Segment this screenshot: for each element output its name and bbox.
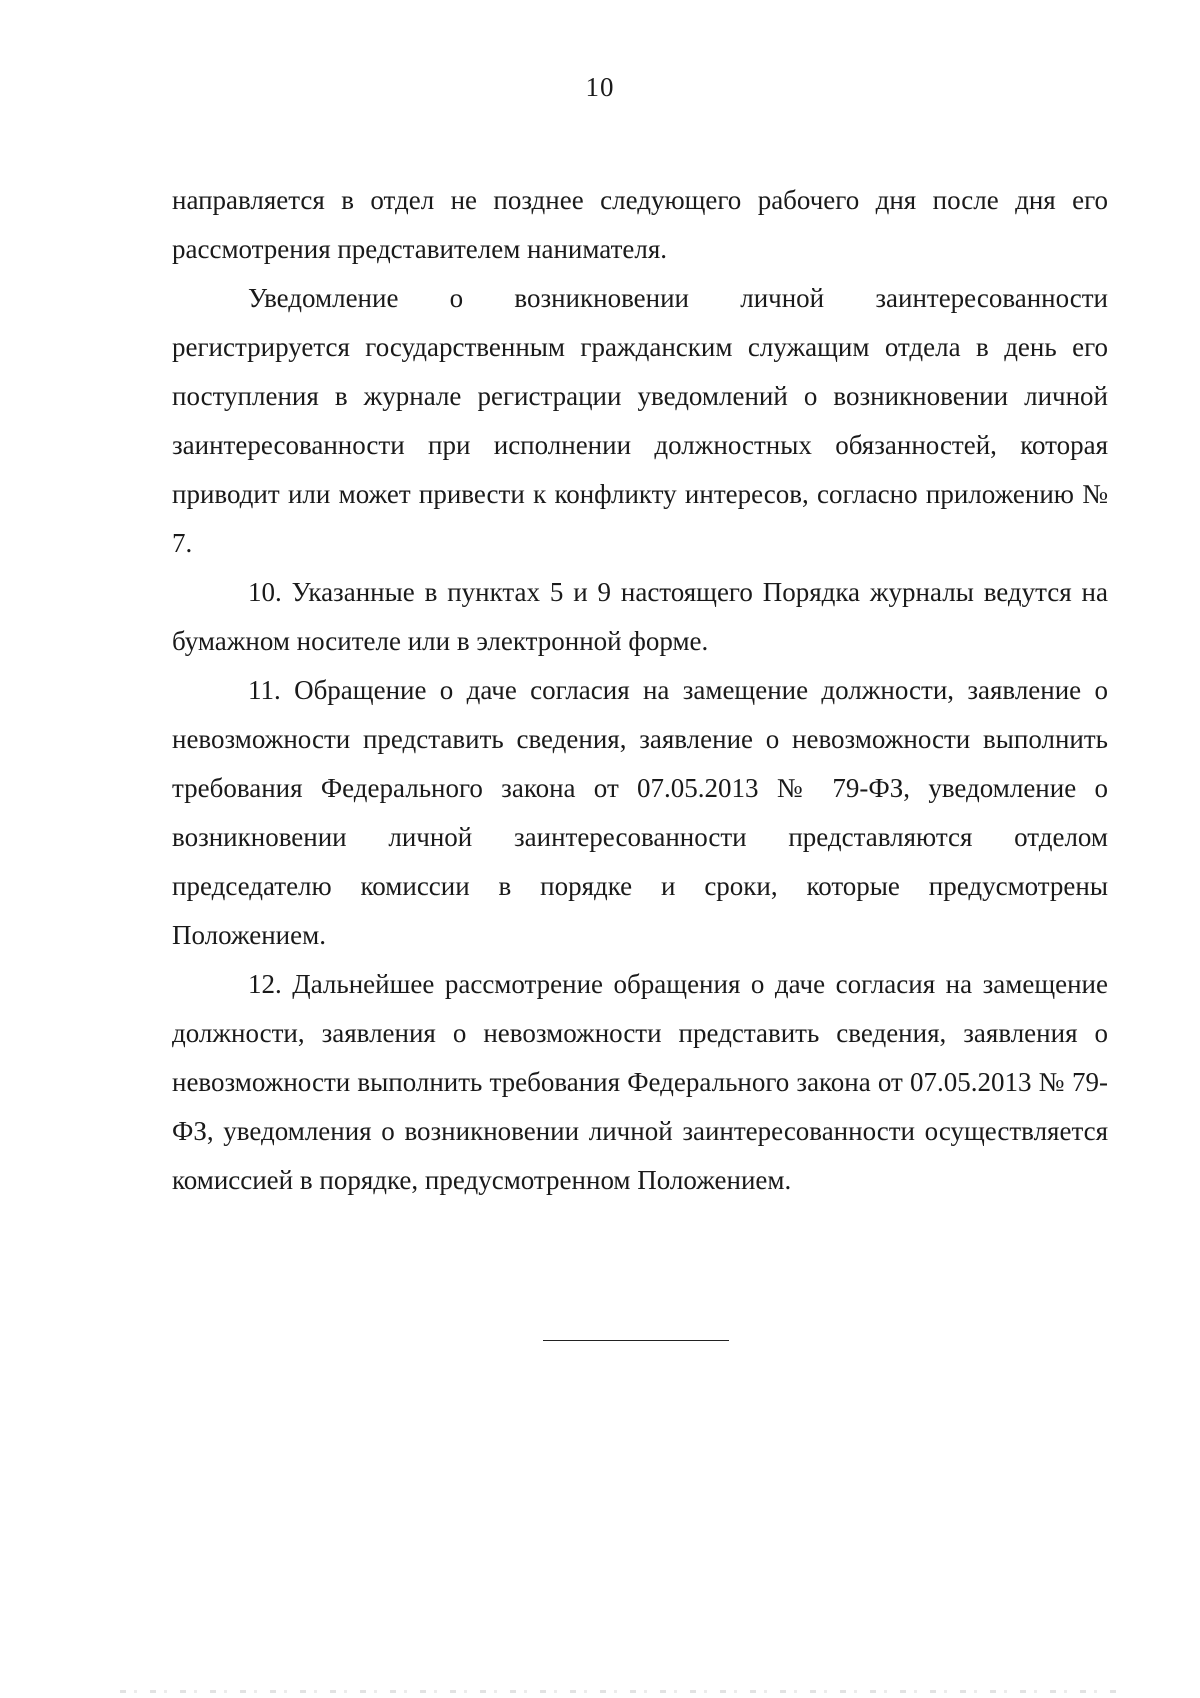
scan-edge-artifact [120,1690,1120,1693]
closing-divider [543,1340,729,1341]
paragraph-item-11: 11. Обращение о даче согласия на замещение должности, заявление о невозможности представить сведения, заявление о невозможности выполнить требования Федерального закона от 07.05.2013 № 79-ФЗ, уведомление о возникновении личной заинтересованности представляются отделом председателю комиссии в порядке и сроки, которые предусмотрены Положением. [172,675,1108,950]
paragraph-notification-registration: Уведомление о возникновении личной заинтересованности регистрируется государственным гражданским служащим отдела в день его поступления в журнале регистрации уведомлений о возникновении личной заинтересованности при исполнении должностных обязанностей, которая приводит или может привести к конфликту интересов, согласно приложению № 7. [172,283,1108,558]
paragraph-item-10: 10. Указанные в пунктах 5 и 9 настоящего Порядка журналы ведутся на бумажном носителе или в электронной форме. [172,577,1108,656]
paragraph-item-12: 12. Дальнейшее рассмотрение обращения о даче согласия на замещение должности, заявления о невозможности представить сведения, заявления о невозможности выполнить требования Федерального закона от 07.05.2013 № 79-ФЗ, уведомления о возникновении личной заинтересованности осуществляется комиссией в порядке, предусмотренном Положением. [172,969,1108,1195]
page-number: 10 [585,72,615,102]
paragraph-continuation: направляется в отдел не позднее следующего рабочего дня после дня его рассмотрения представителем нанимателя. [172,185,1108,264]
document-body [172,176,1108,1205]
